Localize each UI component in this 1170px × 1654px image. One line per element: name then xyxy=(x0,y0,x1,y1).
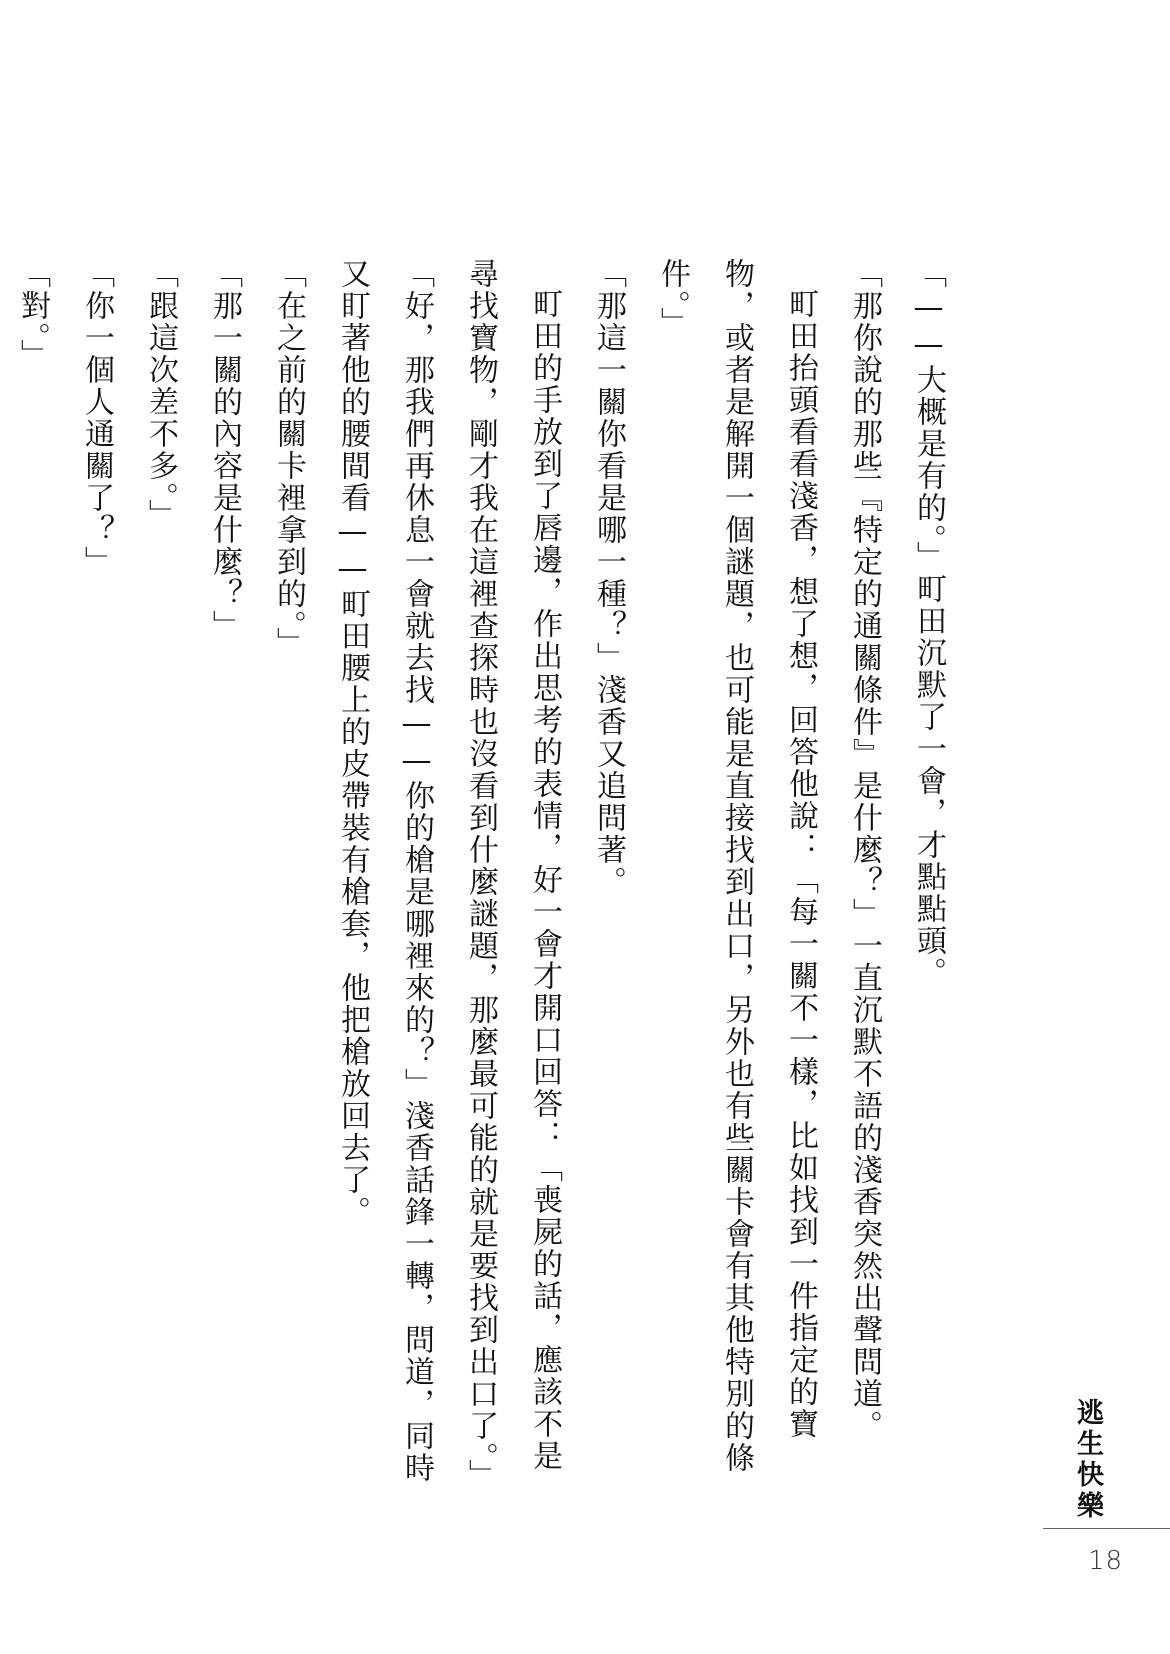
paragraph: 町田的手放到了唇邊，作出思考的表情，好一會才開口回答：「喪屍的話，應該不是尋找寶物，剛才我在這裡查探時也沒看到什麼謎題，那麼最可能的就是要找到出口了。」 xyxy=(463,258,562,1491)
paragraph: 「你一個人通關了？」 xyxy=(79,258,114,578)
paragraph: 「那這一關你看是哪一種？」淺香又追問著。 xyxy=(591,258,626,898)
footer-rule xyxy=(1043,1528,1170,1529)
paragraph: 「那一關的內容是什麼？」 xyxy=(207,258,242,642)
paragraph: 町田抬頭看看淺香，想了想，回答他說：「每一關不一樣，比如找到一件指定的寶物，或者是解開一個謎題，也可能是直接找到出口，另外也有些關卡會有其他特別的條件。」 xyxy=(655,258,818,1474)
page-number: 18 xyxy=(1088,1546,1124,1576)
paragraph: 「在之前的關卡裡拿到的。」 xyxy=(271,258,306,659)
running-title: 逃生快樂 xyxy=(1072,1398,1103,1522)
paragraph: 「好，那我們再休息一會就去找——你的槍是哪裡來的？」淺香話鋒一轉，問道，同時又盯著他的腰間看——町田腰上的皮帶裝有槍套，他把槍放回去了。 xyxy=(335,258,434,1484)
paragraph: 「——大概是有的。」町田沉默了一會，才點點頭。 xyxy=(911,258,946,989)
vertical-body-text xyxy=(0,258,960,1498)
paragraph: 「那你說的那些『特定的通關條件』是什麼？」一直沉默不語的淺香突然出聲問道。 xyxy=(847,258,882,1442)
paragraph: 「跟這次差不多。」 xyxy=(143,258,178,531)
paragraph: 「對。」 xyxy=(15,258,50,371)
